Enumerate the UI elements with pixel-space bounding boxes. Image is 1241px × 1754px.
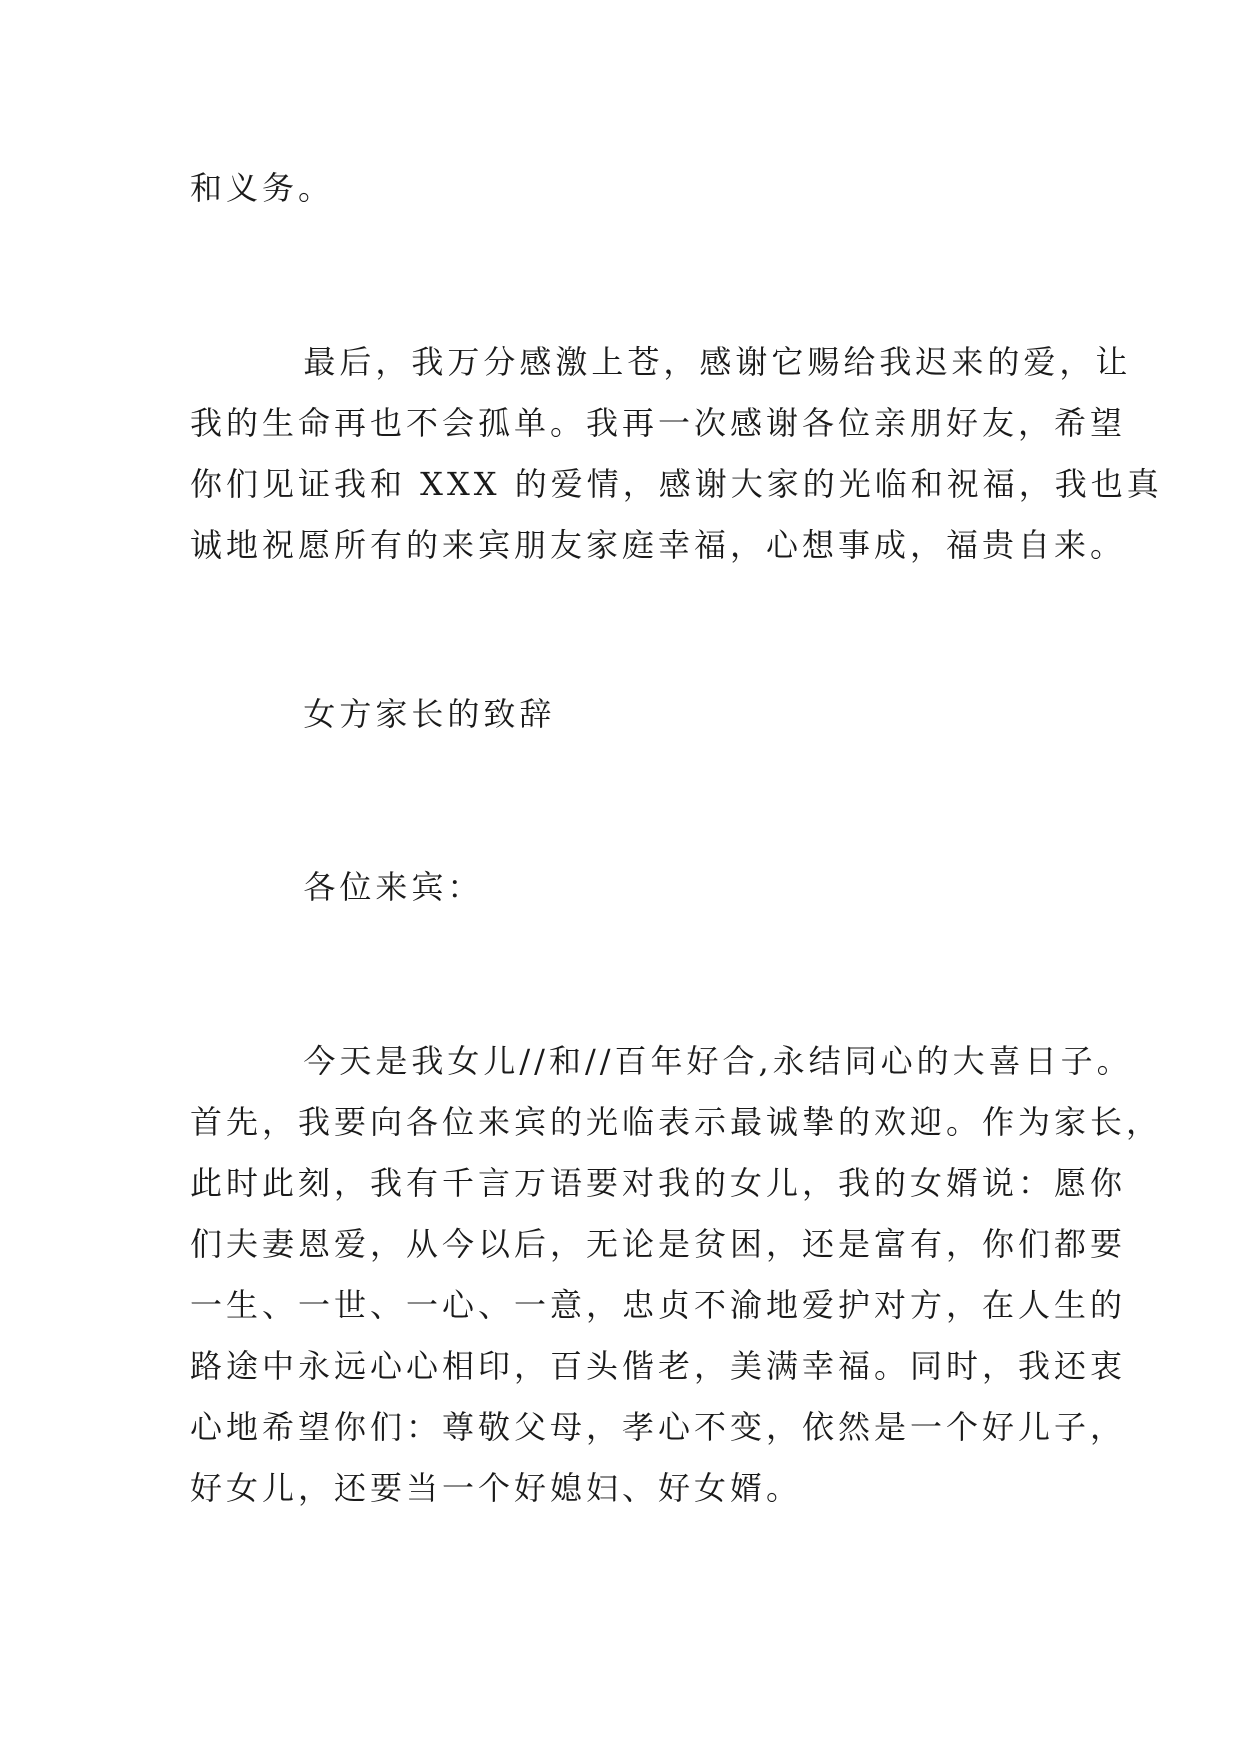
text-line: 你们见证我和 XXX 的爱情，感谢大家的光临和祝福，我也真	[190, 465, 1163, 503]
text-line: 女方家长的致辞	[190, 695, 556, 733]
salutation	[190, 857, 483, 918]
paragraph-speech-body	[190, 1031, 1162, 1519]
text-line: 和义务。	[190, 169, 335, 207]
text-line: 们夫妻恩爱，从今以后，无论是贫困，还是富有，你们都要	[190, 1225, 1127, 1263]
text-line: 一生、一世、一心、一意，忠贞不渝地爱护对方，在人生的	[190, 1286, 1127, 1324]
paragraph-closing-fragment	[190, 158, 334, 219]
text-line: 路途中永远心心相印，百头偕老，美满幸福。同时，我还衷	[190, 1347, 1127, 1385]
text-line: 心地希望你们：尊敬父母，孝心不变，依然是一个好儿子，	[190, 1408, 1127, 1446]
section-heading-bride-parent-speech	[190, 684, 555, 745]
text-line: 今天是我女儿//和//百年好合,永结同心的大喜日子。	[190, 1042, 1133, 1080]
paragraph-gratitude	[190, 332, 1163, 576]
text-line: 好女儿，还要当一个好媳妇、好女婿。	[190, 1469, 803, 1507]
text-line: 首先，我要向各位来宾的光临表示最诚挚的欢迎。作为家长，	[190, 1103, 1163, 1141]
text-line: 诚地祝愿所有的来宾朋友家庭幸福，心想事成，福贵自来。	[190, 526, 1127, 564]
text-line: 各位来宾：	[190, 868, 484, 906]
text-line: 最后，我万分感激上苍，感谢它赐给我迟来的爱，让	[190, 343, 1132, 381]
text-line: 此时此刻，我有千言万语要对我的女儿，我的女婿说：愿你	[190, 1164, 1127, 1202]
text-line: 我的生命再也不会孤单。我再一次感谢各位亲朋好友，希望	[190, 404, 1127, 442]
